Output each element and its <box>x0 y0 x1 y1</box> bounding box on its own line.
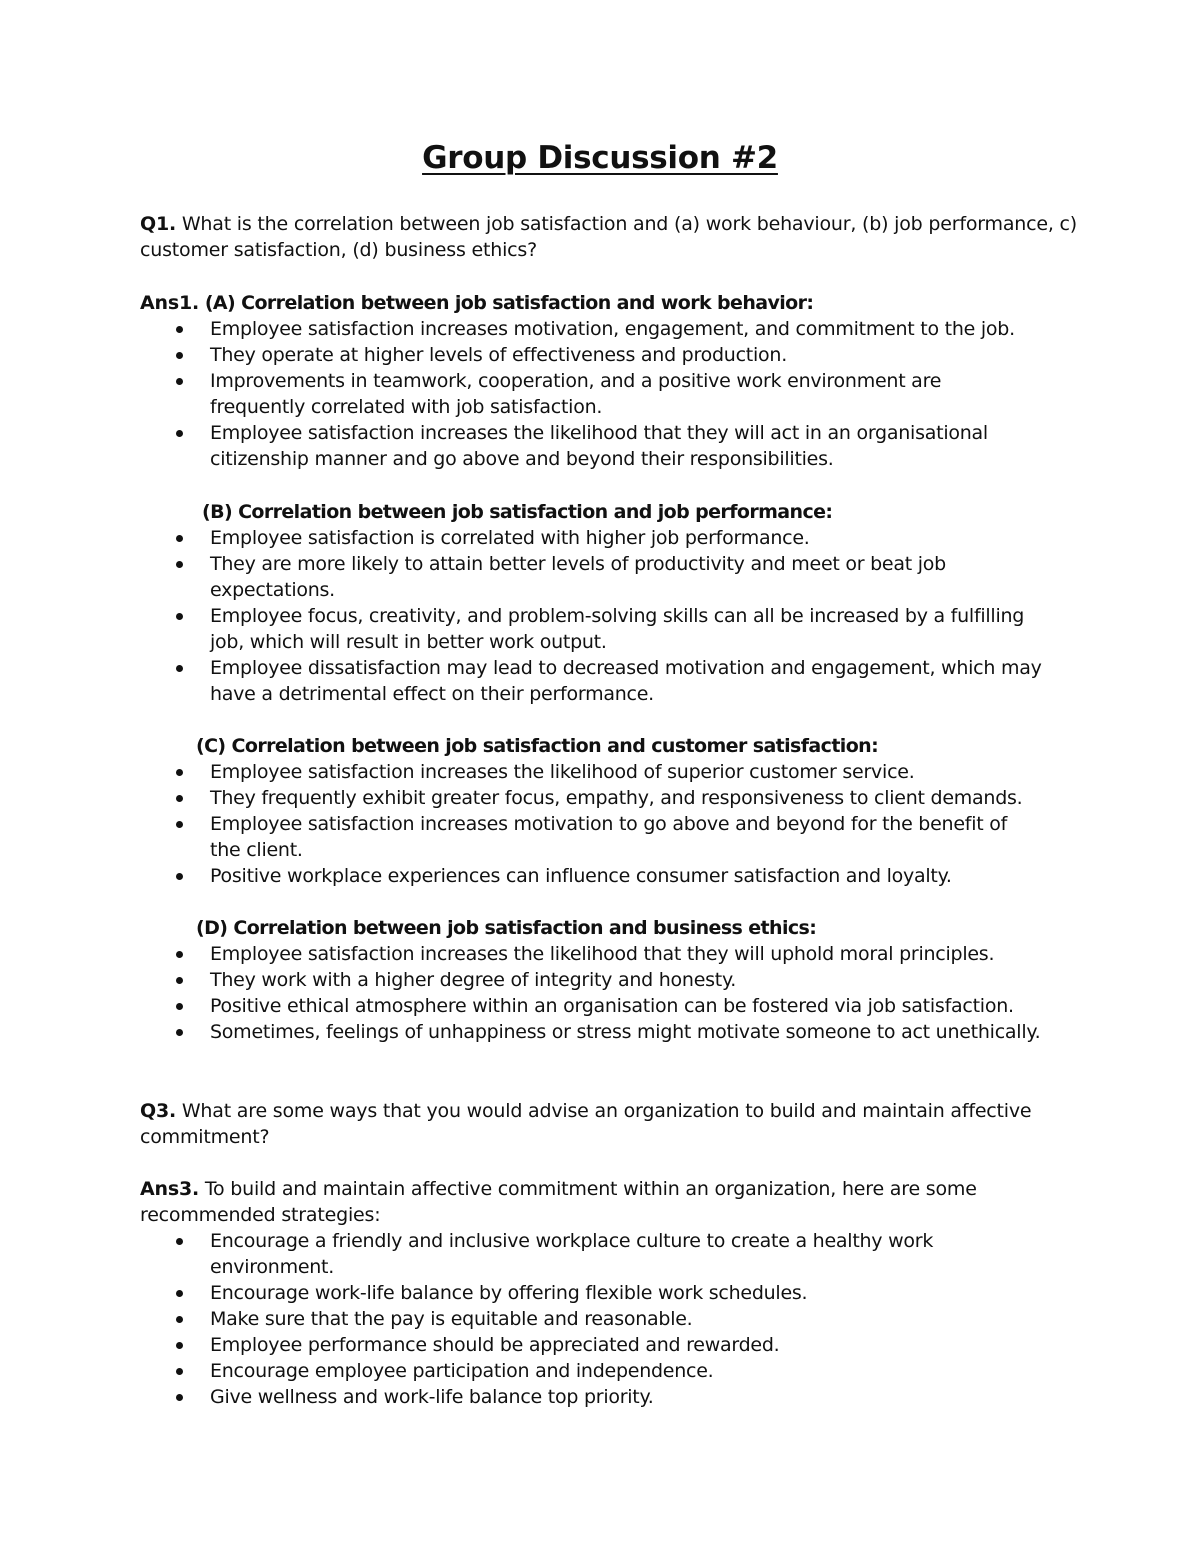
section-b-list <box>0 525 1080 707</box>
question-1-label: Q1. <box>140 213 176 235</box>
section-d-heading: (D) Correlation between job satisfaction and business ethics: <box>196 917 817 939</box>
bullet-icon <box>176 326 183 333</box>
answer-3-text: To build and maintain affective commitment within an organization, here are some recommended strategies: <box>140 1178 977 1226</box>
bullet-icon <box>176 613 183 620</box>
list-item: They frequently exhibit greater focus, empathy, and responsiveness to client demands. <box>0 785 1080 811</box>
bullet-icon <box>176 1029 183 1036</box>
list-item: Employee satisfaction is correlated with higher job performance. <box>0 525 1080 551</box>
list-item: Give wellness and work-life balance top priority. <box>0 1384 1080 1410</box>
list-item: Encourage a friendly and inclusive workplace culture to create a healthy work environment. <box>0 1228 1080 1280</box>
bullet-icon <box>176 561 183 568</box>
bullet-icon <box>176 821 183 828</box>
answer-3-label: Ans3. <box>140 1178 199 1200</box>
list-item: Encourage work-life balance by offering flexible work schedules. <box>0 1280 1080 1306</box>
bullet-icon <box>176 665 183 672</box>
list-item: They operate at higher levels of effectiveness and production. <box>0 342 1080 368</box>
bullet-icon <box>176 378 183 385</box>
bullet-icon <box>176 1290 183 1297</box>
section-c-list <box>0 759 1080 889</box>
section-b-heading: (B) Correlation between job satisfaction and job performance: <box>202 501 833 523</box>
list-item: They are more likely to attain better levels of productivity and meet or beat job expectations. <box>0 551 1080 603</box>
list-item: Employee satisfaction increases motivation, engagement, and commitment to the job. <box>0 316 1080 342</box>
bullet-icon <box>176 535 183 542</box>
question-1 <box>140 211 1080 263</box>
section-a-heading: (A) Correlation between job satisfaction and work behavior: <box>204 292 814 314</box>
bullet-icon <box>176 1003 183 1010</box>
section-c-heading: (C) Correlation between job satisfaction and customer satisfaction: <box>196 735 879 757</box>
list-item: Employee performance should be appreciated and rewarded. <box>0 1332 1080 1358</box>
bullet-icon <box>176 873 183 880</box>
list-item: Employee satisfaction increases the likelihood that they will act in an organisational citizenship manner and go above and beyond their responsibilities. <box>0 420 1080 472</box>
answer-1-intro <box>140 290 1080 316</box>
bullet-icon <box>176 795 183 802</box>
list-item: Employee focus, creativity, and problem-solving skills can all be increased by a fulfilling job, which will result in better work output. <box>0 603 1080 655</box>
bullet-icon <box>176 1238 183 1245</box>
section-d-list <box>0 941 1120 1045</box>
answer-3-list <box>0 1228 1080 1410</box>
list-item: They work with a higher degree of integrity and honesty. <box>0 967 1120 993</box>
list-item: Positive workplace experiences can influence consumer satisfaction and loyalty. <box>0 863 1080 889</box>
section-a-list <box>0 316 1080 472</box>
list-item: Employee satisfaction increases the likelihood of superior customer service. <box>0 759 1080 785</box>
list-item: Improvements in teamwork, cooperation, and a positive work environment are frequently correlated with job satisfaction. <box>0 368 1080 420</box>
bullet-icon <box>176 352 183 359</box>
bullet-icon <box>176 951 183 958</box>
page-title: Group Discussion #2 <box>422 140 778 176</box>
list-item: Encourage employee participation and independence. <box>0 1358 1080 1384</box>
bullet-icon <box>176 1394 183 1401</box>
bullet-icon <box>176 977 183 984</box>
bullet-icon <box>176 1316 183 1323</box>
question-3-text: What are some ways that you would advise an organization to build and maintain affective commitment? <box>140 1100 1032 1148</box>
list-item: Sometimes, feelings of unhappiness or stress might motivate someone to act unethically. <box>0 1019 1120 1045</box>
list-item: Employee satisfaction increases motivation to go above and beyond for the benefit of the client. <box>0 811 1080 863</box>
bullet-icon <box>176 430 183 437</box>
bullet-icon <box>176 1368 183 1375</box>
question-3-label: Q3. <box>140 1100 176 1122</box>
list-item: Employee dissatisfaction may lead to decreased motivation and engagement, which may have a detrimental effect on their performance. <box>0 655 1080 707</box>
bullet-icon <box>176 1342 183 1349</box>
list-item: Make sure that the pay is equitable and reasonable. <box>0 1306 1080 1332</box>
answer-3-intro <box>140 1176 1020 1228</box>
bullet-icon <box>176 769 183 776</box>
question-3 <box>140 1098 1070 1150</box>
answer-1-label: Ans1. <box>140 292 199 314</box>
list-item: Positive ethical atmosphere within an organisation can be fostered via job satisfaction. <box>0 993 1120 1019</box>
list-item: Employee satisfaction increases the likelihood that they will uphold moral principles. <box>0 941 1120 967</box>
question-1-text: What is the correlation between job satisfaction and (a) work behaviour, (b) job performance, c) customer satisfaction, (d) business ethics? <box>140 213 1077 261</box>
